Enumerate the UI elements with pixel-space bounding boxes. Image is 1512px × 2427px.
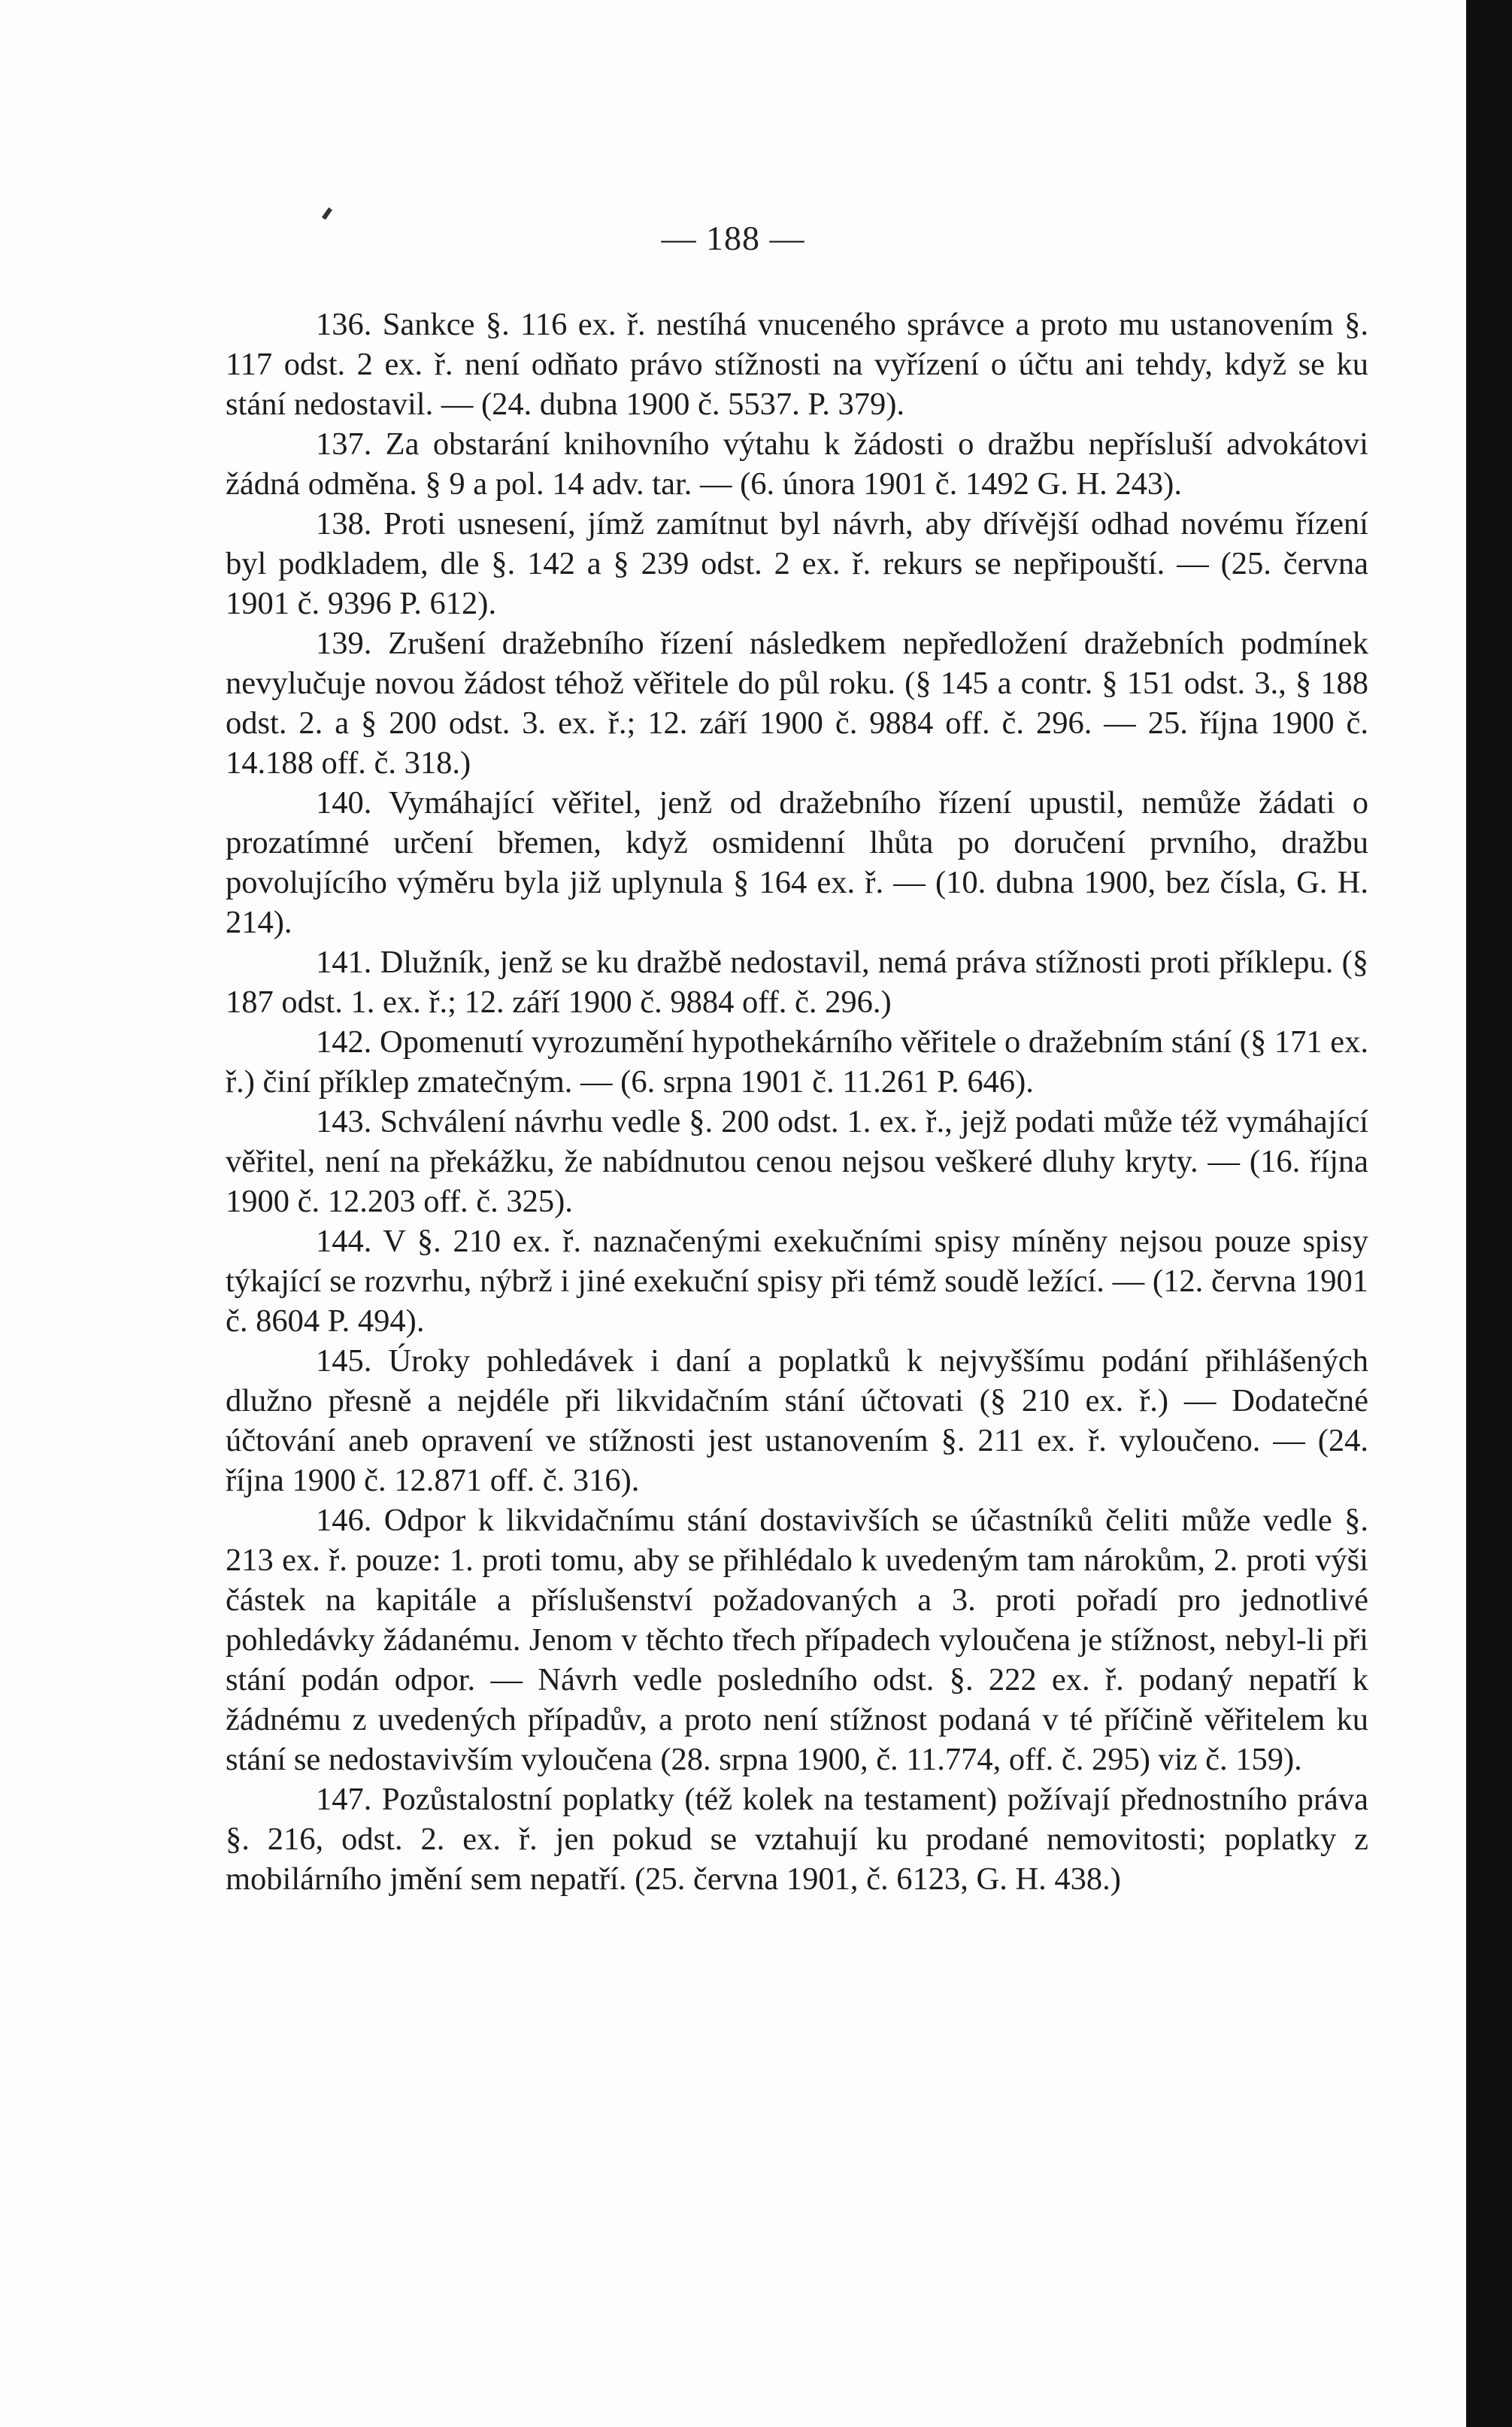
entry-140: 140. Vymáhající věřitel, jenž od dražebního řízení upustil, nemůže žádati o prozatímné určení břemen, když osmidenní lhůta po doručení prvního, dražbu povolujícího výměru byla již uplynula § 164 ex. ř. — (10. dubna 1900, bez čísla, G. H. 214). <box>226 785 1368 940</box>
entry-142: 142. Opomenutí vyrozumění hypothekárního věřitele o dražebním stání (§ 171 ex. ř.) činí příklep zmatečným. — (6. srpna 1901 č. 11.261 P. 646). <box>226 1024 1368 1100</box>
entry-147: 147. Pozůstalostní poplatky (též kolek na testament) požívají přednostního práva §. 216, odst. 2. ex. ř. jen pokud se vztahují ku prodané nemovitosti; poplatky z mobilárního jmění sem nepatří. (25. června 1901, č. 6123, G. H. 438.) <box>226 1782 1368 1897</box>
page-number: — 188 — <box>661 219 805 257</box>
page-body <box>226 305 1368 1899</box>
entry-145: 145. Úroky pohledávek i daní a poplatků k nejvyššímu podání přihlášených dlužno přesně a nejdéle při likvidačním stání účtovati (§ 210 ex. ř.) — Dodatečné účtování aneb opravení ve stížnosti jest ustanovením §. 211 ex. ř. vyloučeno. — (24. října 1900 č. 12.871 off. č. 316). <box>226 1343 1368 1498</box>
entry-138: 138. Proti usnesení, jímž zamítnut byl návrh, aby dřívější odhad novému řízení byl podkladem, dle §. 142 a § 239 odst. 2 ex. ř. rekurs se nepřipouští. — (25. června 1901 č. 9396 P. 612). <box>226 506 1368 621</box>
entry-144: 144. V §. 210 ex. ř. naznačenými exekučními spisy míněny nejsou pouze spisy týkající se rozvrhu, nýbrž i jiné exekuční spisy při témž soudě ležící. — (12. června 1901 č. 8604 P. 494). <box>226 1224 1368 1339</box>
entry-141: 141. Dlužník, jenž se ku dražbě nedostavil, nemá práva stížnosti proti příklepu. (§ 187 odst. 1. ex. ř.; 12. září 1900 č. 9884 off. č. 296.) <box>226 945 1368 1020</box>
entry-136: 136. Sankce §. 116 ex. ř. nestíhá vnuceného správce a proto mu ustanovením §. 117 odst. 2 ex. ř. není odňato právo stížnosti na vyřízení o účtu ani tehdy, když se ku stání nedostavil. — (24. dubna 1900 č. 5537. P. 379). <box>226 307 1368 422</box>
entry-143: 143. Schválení návrhu vedle §. 200 odst. 1. ex. ř., jejž podati může též vymáhající věřitel, není na překážku, že nabídnutou cenou nejsou veškeré dluhy kryty. — (16. října 1900 č. 12.203 off. č. 325). <box>226 1104 1368 1219</box>
entry-146: 146. Odpor k likvidačnímu stání dostavivších se účastníků čeliti může vedle §. 213 ex. ř. pouze: 1. proti tomu, aby se přihlédalo k uvedeným tam nárokům, 2. proti výši částek na kapitále a příslušenství požadovaných a 3. proti pořadí pro jednotlivé pohledávky žádanému. Jenom v těchto třech případech vyloučena je stížnost, nebyl-li při stání podán odpor. — Návrh vedle posledního odst. §. 222 ex. ř. podaný nepatří k žádnému z uvedených případův, a proto není stížnost podaná v té příčině věřitelem ku stání se nedostavivším vyloučena (28. srpna 1900, č. 11.774, off. č. 295) viz č. 159). <box>226 1503 1368 1777</box>
entry-137: 137. Za obstarání knihovního výtahu k žádosti o dražbu nepřísluší advokátovi žádná odměna. § 9 a pol. 14 adv. tar. — (6. února 1901 č. 1492 G. H. 243). <box>226 426 1368 502</box>
scan-border <box>1466 0 1512 2427</box>
entry-139: 139. Zrušení dražebního řízení následkem nepředložení dražebních podmínek nevylučuje novou žádost téhož věřitele do půl roku. (§ 145 a contr. § 151 odst. 3., § 188 odst. 2. a § 200 odst. 3. ex. ř.; 12. září 1900 č. 9884 off. č. 296. — 25. října 1900 č. 14.188 off. č. 318.) <box>226 626 1368 781</box>
